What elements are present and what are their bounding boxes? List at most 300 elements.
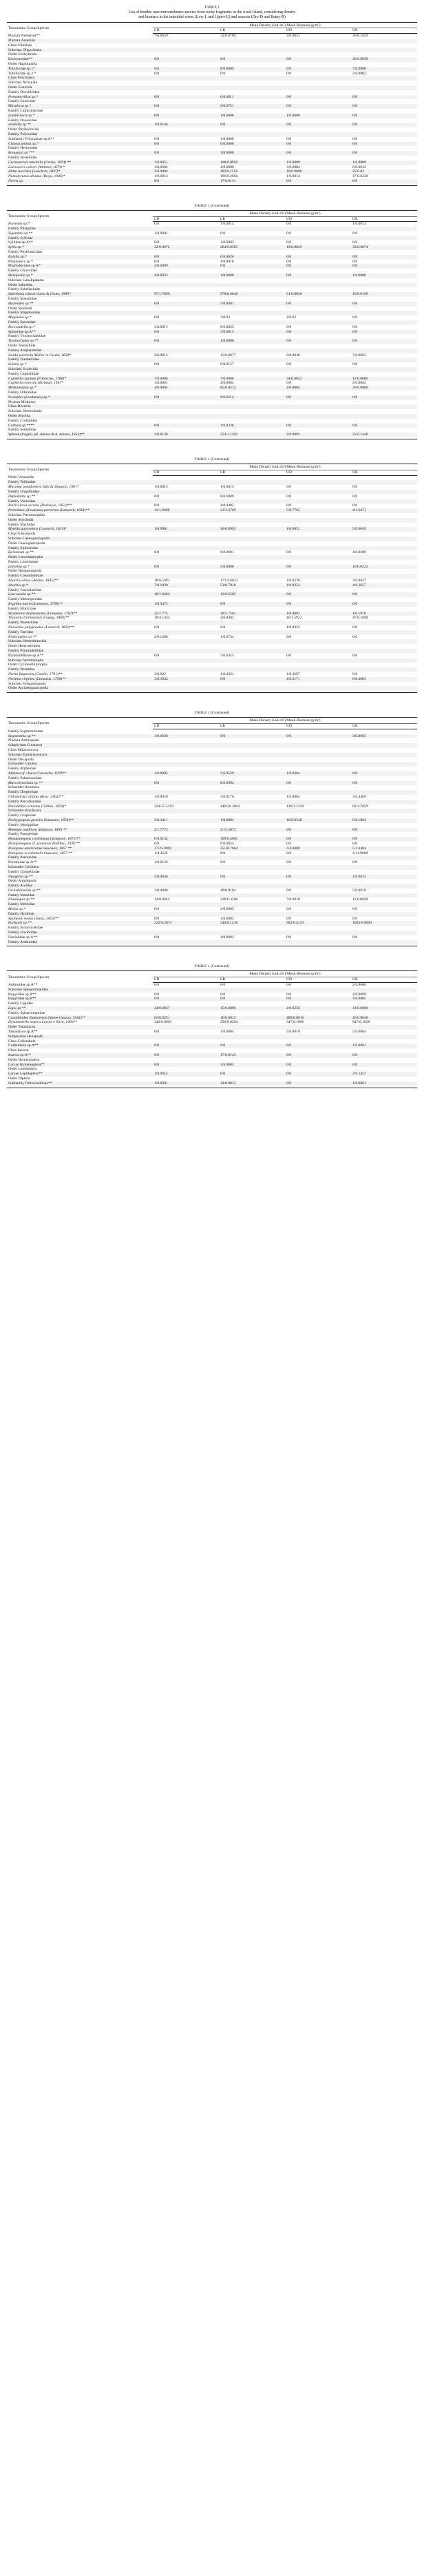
density-biomass-value [285, 269, 351, 273]
taxon-name: Mytella guyanensis (Lamarck, 1819)* [7, 527, 153, 532]
density-biomass-value: 1/0.0006 [351, 273, 417, 278]
density-biomass-value: 4/0.2657 [351, 583, 417, 588]
taxon-name: Stramonita haemastoma (Linnaeus, 1767)** [7, 612, 153, 616]
density-biomass-value [219, 607, 285, 612]
taxon-name: Family Phyllodocidae [8, 250, 43, 255]
density-biomass-value: 4/0.8402 [220, 616, 234, 621]
density-biomass-value [285, 776, 351, 781]
density-biomass-value [219, 926, 285, 931]
density-biomass-value [285, 132, 351, 137]
density-biomass-value [153, 250, 219, 255]
density-biomass-value [219, 490, 285, 495]
density-biomass-value: 49/0.0184 [220, 888, 236, 893]
density-biomass-value [153, 748, 219, 753]
taxon-row [7, 997, 417, 1001]
taxon-row [7, 222, 417, 227]
taxon-name: Littorina sp.* [7, 565, 153, 570]
continued-label: TABLE 1 (Continued) [194, 711, 230, 716]
density-biomass-value: 10/0.9548 [285, 818, 351, 823]
taxon-name: Apohyale media (Dana, 1853)** [8, 916, 59, 921]
taxon-group-row [7, 1077, 417, 1081]
density-biomass-value: 0/0 [219, 264, 285, 269]
taxon-name: Family Spionidae [7, 320, 153, 325]
density-biomass-value [219, 227, 285, 231]
continued-label: TABLE 1 (Continued) [194, 457, 230, 461]
column-header: LD [153, 470, 219, 475]
density-biomass-value: 16/0.0222 [351, 565, 417, 570]
taxon-name: Family Segmentinidae [8, 729, 43, 734]
density-biomass-value [219, 513, 285, 518]
density-biomass-value: 0/0 [351, 828, 417, 833]
taxon-row [7, 592, 417, 597]
density-biomass-value: 2/11.9668 [352, 851, 368, 855]
density-biomass-value [219, 1048, 285, 1053]
taxon-name: Family Epitoniidae [7, 546, 153, 551]
density-biomass-value [285, 357, 351, 362]
taxon-name: Class Insecta [8, 1048, 29, 1053]
taxon-name: Dynamenella tropica Loyola e Silva, 1960** [8, 1020, 78, 1025]
density-biomass-value [219, 52, 285, 57]
column-header: UD [285, 724, 351, 729]
density-biomass-value [285, 870, 351, 875]
density-biomass-value [219, 118, 285, 123]
density-biomass-value: 47/8.1098 [352, 616, 368, 621]
density-biomass-value [351, 90, 417, 95]
density-biomass-value [351, 893, 417, 898]
density-biomass-value [351, 39, 417, 43]
density-biomass-value: 0/0 [352, 860, 358, 865]
density-biomass-value [153, 372, 219, 377]
density-biomass-value: 3/0.03 [220, 315, 231, 320]
density-biomass-value [285, 109, 351, 114]
density-biomass-value [219, 809, 285, 813]
density-biomass-value [351, 776, 417, 781]
density-biomass-value [285, 560, 351, 565]
density-biomass-value [153, 513, 219, 518]
taxon-row [7, 846, 417, 851]
density-biomass-value [153, 753, 219, 758]
density-biomass-value [351, 480, 417, 485]
density-biomass-value: 1/0.0008 [219, 151, 285, 156]
density-biomass-value [153, 404, 219, 409]
taxon-group-row [7, 663, 417, 667]
taxon-row [7, 1053, 417, 1058]
taxon-group-row [7, 236, 417, 241]
taxon-name: Bopyridae sp.B** [7, 997, 153, 1001]
taxon-name: Subclass Canalipalpata [8, 278, 44, 282]
taxon-name: Order Caenogastropoda [8, 541, 45, 546]
taxon-name: Family Orbiniidae [8, 390, 37, 395]
taxon-row [7, 386, 417, 391]
density-biomass-value: 8/0.6889 [220, 494, 234, 499]
column-header: LR [219, 977, 285, 983]
density-biomass-value: 7/0.0008 [219, 377, 285, 382]
density-biomass-value [153, 349, 219, 353]
density-biomass-value [351, 743, 417, 748]
density-biomass-value [153, 475, 219, 480]
taxon-row [7, 381, 417, 386]
density-biomass-value: 6/0.0011 [219, 95, 285, 100]
density-biomass-value [285, 1067, 351, 1072]
density-biomass-value: 0/0 [351, 592, 417, 597]
density-biomass-value: 17/25.9092 [153, 846, 219, 851]
density-biomass-value [351, 400, 417, 405]
taxon-name: Collembola sp.A** [7, 1043, 153, 1048]
density-biomass-value [219, 428, 285, 433]
density-biomass-value: 1/0.0031 [285, 527, 351, 532]
taxon-group-row [7, 532, 417, 537]
taxon-name: Family Veneridae [7, 499, 153, 504]
taxon-row [7, 921, 417, 926]
density-biomass-value [351, 639, 417, 644]
density-biomass-value: 0/0 [351, 771, 417, 776]
density-biomass-value: 0/0 [285, 1043, 351, 1048]
density-biomass-value [153, 227, 219, 231]
density-biomass-value [351, 1058, 417, 1063]
taxon-name: Enchytreidae** [7, 57, 153, 62]
density-biomass-value [153, 127, 219, 132]
density-biomass-value [219, 988, 285, 993]
density-biomass-value [219, 865, 285, 870]
taxon-name: Family Trochochaetidae [8, 334, 46, 339]
density-biomass-value: 0/0 [154, 983, 160, 988]
species-table [7, 464, 417, 693]
density-biomass-value: 5/1.4404 [351, 846, 417, 851]
density-biomass-value [153, 682, 219, 687]
taxon-name: Order Hymenoptera [8, 1057, 39, 1062]
taxon-name: Parhyale sp.** [7, 921, 153, 926]
density-biomass-value [153, 523, 219, 528]
taxon-group-row [7, 748, 417, 753]
taxon-name: Family Sabellariidae [8, 287, 41, 292]
density-biomass-value: 0/0 [286, 362, 292, 367]
density-biomass-value [219, 132, 285, 137]
density-biomass-value [219, 81, 285, 85]
density-biomass-value [153, 307, 219, 311]
density-biomass-value [285, 227, 351, 231]
density-biomass-value [153, 855, 219, 860]
density-biomass-value: 0/0 [219, 875, 285, 880]
density-biomass-value: 0/0 [352, 935, 358, 939]
density-biomass-value [285, 1039, 351, 1044]
density-biomass-value: 126/3.1339 [286, 804, 304, 809]
density-biomass-value [219, 1025, 285, 1030]
density-biomass-value [351, 541, 417, 546]
density-biomass-value: 0/0 [219, 1043, 285, 1048]
density-biomass-value: 1/0.0333 [286, 625, 300, 630]
density-biomass-value: 11/1.9668 [153, 508, 219, 513]
density-biomass-value [153, 499, 219, 504]
density-biomass-value: 1/0.0276 [286, 579, 300, 583]
density-biomass-value [351, 560, 417, 565]
taxon-group-row [7, 76, 417, 81]
density-biomass-value: 2/0.0004 [285, 386, 351, 391]
density-biomass-value [351, 367, 417, 372]
density-biomass-value: 2/0.0013 [154, 353, 168, 357]
density-biomass-value [219, 518, 285, 523]
taxon-name: Order Diptera [8, 1076, 30, 1081]
taxon-group-row [7, 62, 417, 67]
density-biomass-value: 1/0.0023 [351, 875, 417, 880]
taxon-group-row [7, 1039, 417, 1044]
taxon-name: Order Enchytreida [8, 52, 37, 57]
density-biomass-value: 1/0.0014 [352, 222, 366, 227]
taxon-row [7, 795, 417, 800]
taxon-name: Family Oenonidae [8, 118, 37, 123]
density-biomass-value: 3/4.0409 [285, 846, 351, 851]
density-biomass-value: 0/0 [219, 57, 285, 62]
density-biomass-value [219, 663, 285, 667]
density-biomass-value: 6/0.0012 [352, 165, 366, 169]
density-biomass-value [285, 541, 351, 546]
taxon-name: Family Panopeidae [8, 832, 39, 837]
density-biomass-value: 0/0 [286, 888, 292, 893]
taxon-group-row [7, 518, 417, 523]
taxon-name: Family Alpheidae [8, 767, 36, 771]
measure-header: Mean Density (ind./m²)/Mean Biomass (g/m²) [153, 718, 417, 724]
density-biomass-value: 2/0.1457 [351, 1072, 417, 1077]
taxon-name: Order Cycloneritimorpha [8, 663, 47, 667]
taxon-group-row [7, 607, 417, 612]
density-biomass-value [285, 884, 351, 889]
density-biomass-value [153, 236, 219, 241]
density-biomass-value: 1/0.1918 [351, 612, 417, 616]
density-biomass-value [351, 832, 417, 837]
density-biomass-value: 1/0.0014 [154, 174, 168, 179]
taxon-name: Subfamily Orthocladiinae** [7, 1081, 153, 1086]
density-biomass-value [351, 621, 417, 625]
density-biomass-value [351, 729, 417, 734]
taxon-name: Class Gastropoda [8, 532, 36, 537]
taxon-name: Sphenia fragilis (H. Adams & A. Adams, 1854)** [7, 433, 153, 437]
density-biomass-value: 0/0 [153, 57, 219, 62]
density-biomass-value: 2/1.7775 [153, 828, 219, 833]
density-biomass-value [153, 865, 219, 870]
page-gap [0, 946, 424, 964]
taxon-name: Isolda pulchella Müller in Grube, 1858* [8, 353, 72, 357]
taxon-header: Taxonomic Group/Species [7, 718, 153, 729]
density-biomass-value [153, 912, 219, 917]
density-biomass-value: 3/0.0008 [154, 888, 168, 893]
taxon-row [7, 579, 417, 583]
taxon-name: Infraorder Brachyura [7, 809, 153, 813]
density-biomass-value [285, 39, 351, 43]
density-biomass-value [219, 686, 285, 691]
density-biomass-value: 3/0.3942 [153, 677, 219, 682]
density-biomass-value [219, 555, 285, 560]
density-biomass-value [219, 597, 285, 602]
density-biomass-value: 0/0 [154, 362, 160, 367]
density-biomass-value [285, 630, 351, 635]
density-biomass-value [219, 475, 285, 480]
density-biomass-value [153, 762, 219, 767]
density-biomass-value [219, 1039, 285, 1044]
density-biomass-value [351, 931, 417, 935]
density-biomass-value: 25/7.774 [153, 612, 219, 616]
header-row [7, 22, 417, 28]
taxon-group-row [7, 499, 417, 504]
density-biomass-value [351, 537, 417, 541]
taxon-group-row [7, 307, 417, 311]
density-biomass-value: 2/0.0009 [352, 992, 366, 997]
taxon-name: Subphylum Hexapoda [7, 1035, 153, 1039]
density-biomass-value: 0/0 [286, 231, 292, 236]
density-biomass-value: 0/0 [153, 67, 219, 72]
density-biomass-value [285, 555, 351, 560]
density-biomass-value: 1/0.0734 [220, 634, 234, 639]
density-biomass-value [351, 52, 417, 57]
taxon-header: Taxonomic Group/Species [7, 210, 153, 222]
taxon-group-row [7, 823, 417, 828]
taxon-group-row [7, 372, 417, 377]
density-biomass-value: 0/0 [352, 907, 358, 912]
taxon-group-row [7, 762, 417, 767]
density-biomass-value: 7/0.0018 [286, 897, 300, 902]
density-biomass-value [219, 99, 285, 104]
density-biomass-value: 25/0.1446 [351, 433, 417, 437]
taxon-name: Family Tellinidae [7, 480, 153, 485]
density-biomass-value [153, 884, 219, 889]
density-biomass-value [351, 357, 417, 362]
density-biomass-value [219, 404, 285, 409]
taxon-name: Segmentina sp.** [7, 734, 153, 739]
density-biomass-value [153, 541, 219, 546]
density-biomass-value [153, 287, 219, 292]
density-biomass-value [219, 391, 285, 395]
taxon-group-row [7, 644, 417, 649]
taxon-group-row [7, 776, 417, 781]
density-biomass-value: 0/0 [351, 395, 417, 400]
species-table [7, 210, 417, 439]
density-biomass-value: 0/0 [286, 550, 292, 555]
density-biomass-value [351, 790, 417, 795]
density-biomass-value [285, 475, 351, 480]
density-biomass-value: 0/0 [286, 324, 292, 329]
taxon-name: Loimia sp.* [8, 362, 27, 367]
density-biomass-value [351, 682, 417, 687]
density-biomass-value [285, 90, 351, 95]
taxon-name: Panopeus occidentalis Saussure, 1857 ** [8, 851, 72, 855]
taxon-name: Family Syllidae [7, 236, 153, 241]
density-biomass-value [285, 499, 351, 504]
density-biomass-value [285, 391, 351, 395]
density-biomass-value: 1/0.0226 [219, 424, 285, 428]
taxon-name: Order Littorinimorpha [7, 555, 153, 560]
density-biomass-value [351, 156, 417, 160]
density-biomass-value [153, 52, 219, 57]
density-biomass-value [153, 1077, 219, 1081]
table-page [7, 6, 417, 186]
density-biomass-value [351, 574, 417, 579]
taxon-group-row [7, 649, 417, 654]
density-biomass-value [219, 753, 285, 758]
taxon-name: Upogebia sp.** [7, 875, 153, 880]
density-biomass-value: 1/0.0003 [220, 240, 234, 245]
taxon-name: Syllidae sp.A** [8, 240, 33, 245]
density-biomass-value [285, 334, 351, 339]
density-biomass-value [351, 823, 417, 828]
density-biomass-value: 0/0 [285, 565, 351, 570]
document [0, 0, 424, 1102]
density-biomass-value: 0/0 [153, 104, 219, 109]
density-biomass-value: 0/0 [351, 424, 417, 428]
density-biomass-value [153, 926, 219, 931]
table-page [7, 717, 417, 946]
taxon-group-row [7, 409, 417, 414]
table-page [7, 464, 417, 693]
density-biomass-value [351, 48, 417, 53]
density-biomass-value [351, 800, 417, 804]
taxon-name: Thaisella trinitatensis (Guppy, 1869)** [8, 616, 70, 621]
density-biomass-value: 0/0 [220, 231, 226, 236]
taxon-group-row [7, 490, 417, 495]
density-biomass-value [351, 109, 417, 114]
taxon-row [7, 875, 417, 880]
taxon-name: Protothaca (Leukoma) pectorina (Lamarck, 1818)** [7, 508, 153, 513]
density-biomass-value [153, 532, 219, 537]
taxon-group-row [7, 419, 417, 424]
density-biomass-value [351, 76, 417, 81]
density-biomass-value [351, 607, 417, 612]
density-biomass-value: 0/0 [154, 503, 160, 508]
taxon-name: Subclass Aciculata [8, 81, 38, 85]
density-biomass-value: 254/1.1492 [219, 433, 285, 437]
taxon-name: Family Maeridae [7, 893, 153, 898]
density-biomass-value [219, 523, 285, 528]
taxon-name: Paraonis sp.* [8, 222, 30, 227]
taxon-group-row [7, 283, 417, 288]
density-biomass-value [285, 649, 351, 654]
density-biomass-value: 0/0 [351, 302, 417, 307]
density-biomass-value: 293/0.0564 [220, 1020, 238, 1025]
taxon-group-row [7, 1001, 417, 1006]
taxon-name: Class Polychaeta [7, 76, 153, 81]
taxon-name: Family Serpulidae [8, 297, 37, 302]
taxon-row [7, 897, 417, 902]
taxon-group-row [7, 743, 417, 748]
page-gap [0, 693, 424, 711]
column-header: LR [219, 216, 285, 222]
taxon-name: Family Nassariidae [7, 621, 153, 625]
density-biomass-value: 1/0.0002 [154, 165, 168, 169]
taxon-row [7, 95, 417, 100]
density-biomass-value [153, 607, 219, 612]
taxon-row [7, 527, 417, 532]
taxon-name: Family Lumbrineridae [8, 108, 43, 113]
taxon-group-row [7, 569, 417, 574]
taxon-header: Taxonomic Group/Species [7, 971, 153, 983]
density-biomass-value [219, 90, 285, 95]
taxon-group-row [7, 320, 417, 325]
taxon-name: Family Porcellanidae [7, 800, 153, 804]
density-biomass-value [285, 738, 351, 743]
density-biomass-value: 1/0.0052 [153, 1072, 219, 1077]
density-biomass-value [285, 278, 351, 283]
density-biomass-value [351, 307, 417, 311]
taxon-group-row [7, 870, 417, 875]
taxon-group-row [7, 227, 417, 231]
density-biomass-value [351, 988, 417, 993]
density-biomass-value [285, 926, 351, 931]
density-biomass-value: 0/0 [153, 565, 219, 570]
density-biomass-value: 2/0.02 [286, 315, 297, 320]
density-biomass-value [285, 490, 351, 495]
taxon-row [7, 179, 417, 184]
density-biomass-value [285, 686, 351, 691]
density-biomass-value [351, 1077, 417, 1081]
taxon-name: Family Muricidae [8, 606, 36, 611]
taxon-name: Sigambra sp.** [8, 231, 33, 236]
